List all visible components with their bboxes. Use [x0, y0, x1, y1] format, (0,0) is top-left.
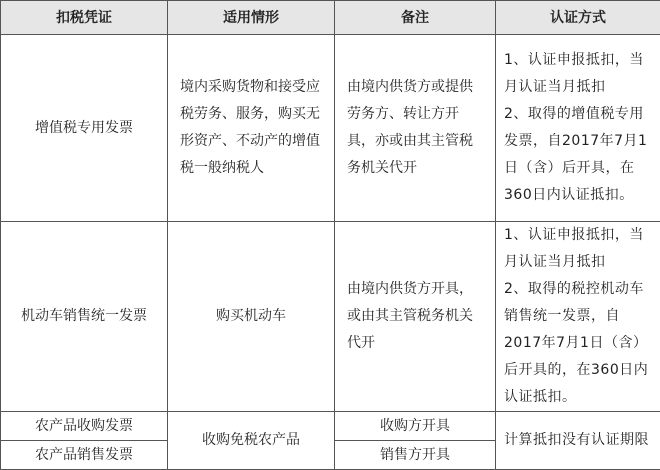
header-method: 认证方式 [496, 1, 660, 35]
situation-cell: 收购免税农产品 [168, 412, 335, 470]
situation-cell: 购买机动车 [168, 222, 335, 412]
method-cell: 1、认证申报抵扣，当月认证当月抵扣 2、取得的税控机动车销售统一发票，自2017年7月1日（含）后开具的，在360日内认证抵扣。 [496, 222, 660, 412]
table-row [1, 412, 660, 441]
remark-cell: 由境内供货方或提供劳务方、转让方开具，亦或由其主管税务机关代开 [335, 35, 496, 222]
remark-cell: 收购方开具 [335, 412, 496, 441]
header-remark: 备注 [335, 1, 496, 35]
header-row [1, 1, 660, 35]
remark-cell: 由境内供货方开具，或由其主管税务机关代开 [335, 222, 496, 412]
voucher-cell: 机动车销售统一发票 [1, 222, 168, 412]
voucher-cell: 农产品收购发票 [1, 412, 168, 441]
situation-cell: 境内采购货物和接受应税劳务、服务，购买无形资产、不动产的增值税一般纳税人 [168, 35, 335, 222]
method-cell: 1、认证申报抵扣，当月认证当月抵扣 2、取得的增值税专用发票，自2017年7月1日（含）后开具，在360日内认证抵扣。 [496, 35, 660, 222]
header-situation: 适用情形 [168, 1, 335, 35]
voucher-cell: 增值税专用发票 [1, 35, 168, 222]
method-cell: 计算抵扣没有认证期限 [496, 412, 660, 470]
voucher-cell: 农产品销售发票 [1, 441, 168, 470]
table-row [1, 222, 660, 412]
header-voucher: 扣税凭证 [1, 1, 168, 35]
table-row [1, 35, 660, 222]
remark-cell: 销售方开具 [335, 441, 496, 470]
